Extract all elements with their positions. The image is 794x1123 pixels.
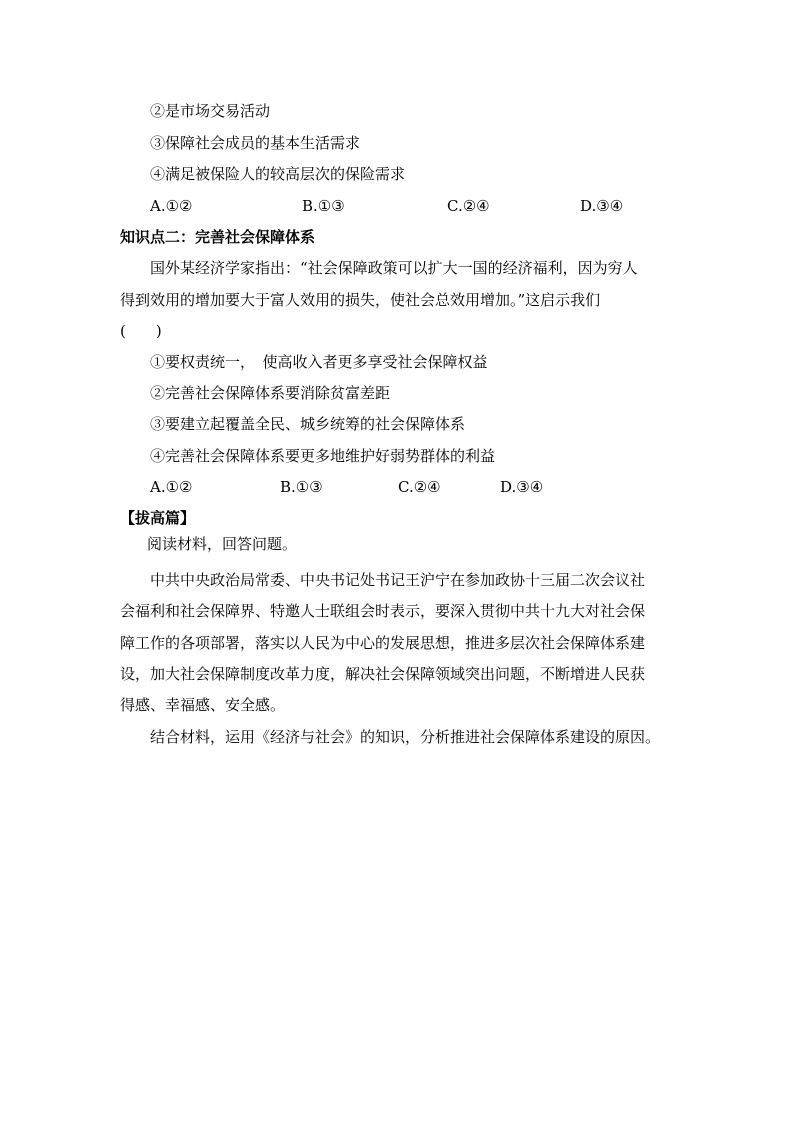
section2-option-b: B.①③	[280, 478, 323, 496]
material-line-3: 障工作的各项部署，落实以人民为中心的发展思想，推进多层次社会保障体系建	[120, 634, 646, 652]
advanced-question: 结合材料，运用《经济与社会》的知识，分析推进社会保障体系建设的原因。	[150, 728, 661, 746]
section2-stem-line-1: 国外某经济学家指出：“社会保障政策可以扩大一国的经济福利，因为穷人	[150, 259, 638, 277]
q1-option-d: D.③④	[580, 197, 624, 215]
section2-option-c: C.②④	[398, 478, 441, 496]
q1-option-b: B.①③	[302, 197, 345, 215]
q1-item-4: ④满足被保险人的较高层次的保险需求	[150, 165, 406, 183]
material-line-1: 中共中央政治局常委、中央书记处书记王沪宁在参加政协十三届二次会议社	[150, 571, 646, 589]
q1-option-a: A.①②	[150, 197, 193, 215]
section2-item-1: ①要权责统一， 使高收入者更多享受社会保障权益	[150, 353, 488, 371]
advanced-heading: 【拔高篇】	[120, 509, 196, 527]
section2-heading: 知识点二：完善社会保障体系	[120, 228, 316, 246]
advanced-intro: 阅读材料，回答问题。	[147, 535, 298, 553]
section2-stem-line-2: 得到效用的增加要大于富人效用的损失，使社会总效用增加。”这启示我们	[120, 291, 601, 309]
section2-item-4: ④完善社会保障体系要更多地维护好弱势群体的利益	[150, 447, 496, 465]
material-line-5: 得感、幸福感、安全感。	[120, 696, 286, 714]
section2-item-3: ③要建立起覆盖全民、城乡统筹的社会保障体系	[150, 415, 466, 433]
section2-answer-bracket: ( )	[120, 322, 162, 340]
section2-item-2: ②完善社会保障体系要消除贫富差距	[150, 384, 391, 402]
q1-item-3: ③保障社会成员的基本生活需求	[150, 134, 361, 152]
material-line-2: 会福利和社会保障界、特邀人士联组会时表示，要深入贯彻中共十九大对社会保	[120, 602, 646, 620]
section2-option-d: D.③④	[500, 478, 544, 496]
q1-option-c: C.②④	[447, 197, 490, 215]
material-line-4: 设，加大社会保障制度改革力度，解决社会保障领域突出问题，不断增进人民获	[120, 665, 646, 683]
section2-option-a: A.①②	[150, 478, 193, 496]
q1-item-2: ②是市场交易活动	[150, 102, 271, 120]
